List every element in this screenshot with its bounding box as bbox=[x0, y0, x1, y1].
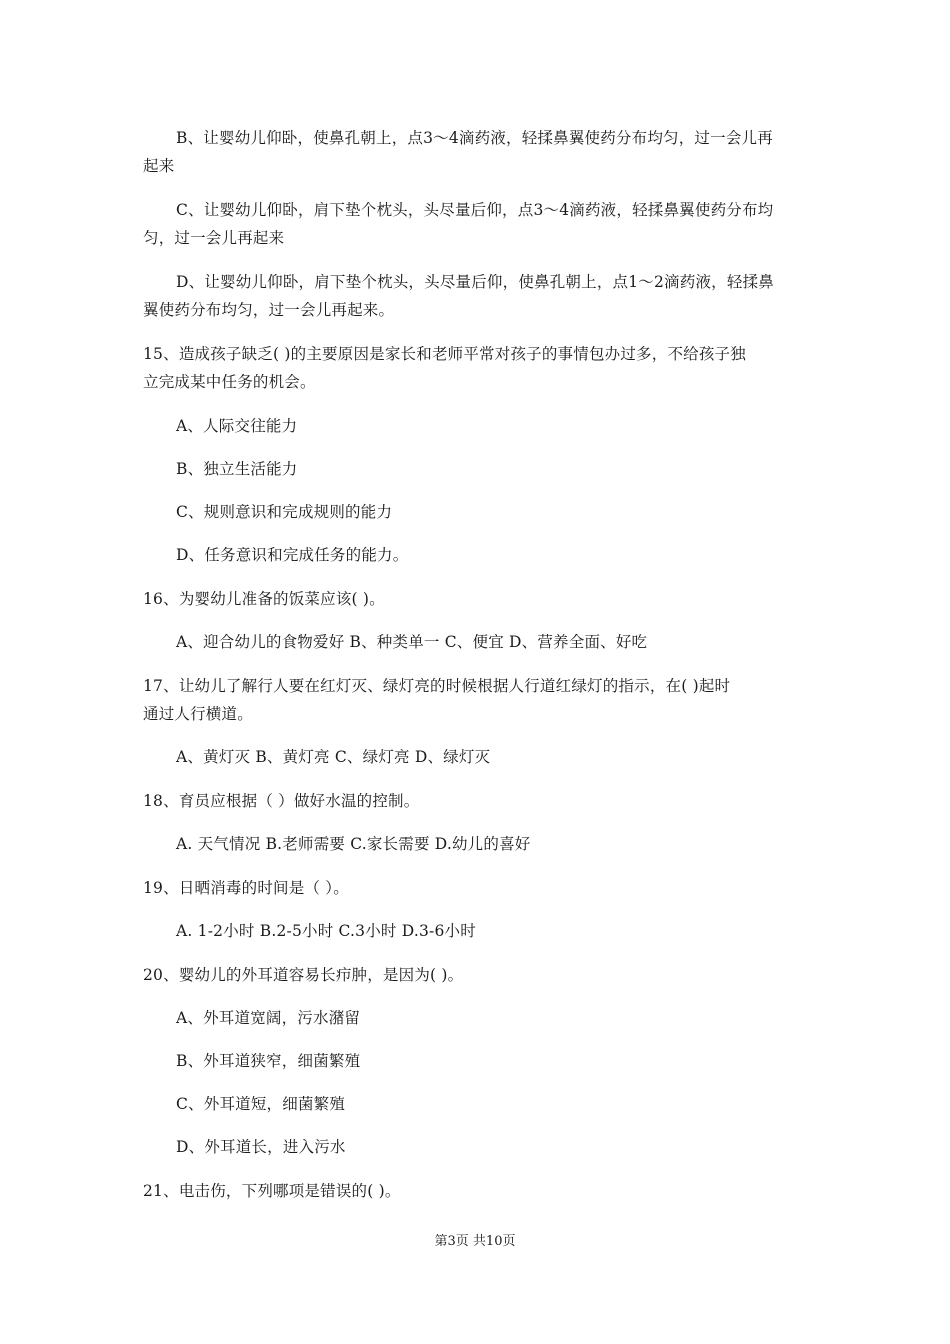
q20-option-c: C、外耳道短，细菌繁殖 bbox=[176, 1095, 346, 1113]
q20-option-d: D、外耳道长，进入污水 bbox=[176, 1138, 346, 1156]
q18-options: A. 天气情况 B.老师需要 C.家长需要 D.幼儿的喜好 bbox=[176, 835, 531, 853]
q16-options: A、迎合幼儿的食物爱好 B、种类单一 C、便宜 D、营养全面、好吃 bbox=[176, 633, 648, 651]
question-16: 16、为婴幼儿准备的饭菜应该( )。 bbox=[143, 590, 385, 608]
q15-option-a: A、人际交往能力 bbox=[176, 417, 298, 435]
question-17-line-2: 通过人行横道。 bbox=[143, 705, 253, 723]
option-c-line-2: 匀，过一会儿再起来 bbox=[143, 229, 285, 247]
q19-options: A. 1-2小时 B.2-5小时 C.3小时 D.3-6小时 bbox=[176, 922, 476, 940]
question-17-line-1: 17、让幼儿了解行人要在红灯灭、绿灯亮的时候根据人行道红绿灯的指示，在( )起时 bbox=[143, 677, 731, 695]
q15-option-b: B、独立生活能力 bbox=[176, 460, 298, 478]
question-19: 19、日晒消毒的时间是（ ）。 bbox=[143, 879, 349, 897]
question-15-line-1: 15、造成孩子缺乏( )的主要原因是家长和老师平常对孩子的事情包办过多，不给孩子独 bbox=[143, 345, 746, 363]
q15-option-d: D、任务意识和完成任务的能力。 bbox=[176, 546, 409, 564]
option-b-line-1: B、让婴幼儿仰卧，使鼻孔朝上，点3～4滴药液，轻揉鼻翼使药分布均匀，过一会儿再 bbox=[176, 129, 773, 147]
q17-options: A、黄灯灭 B、黄灯亮 C、绿灯亮 D、绿灯灭 bbox=[176, 748, 491, 766]
question-20: 20、婴幼儿的外耳道容易长疖肿，是因为( )。 bbox=[143, 966, 464, 984]
option-d-line-2: 翼使药分布均匀，过一会儿再起来。 bbox=[143, 301, 395, 319]
option-d-line-1: D、让婴幼儿仰卧，肩下垫个枕头，头尽量后仰，使鼻孔朝上，点1～2滴药液，轻揉鼻 bbox=[176, 273, 774, 291]
page-footer: 第3页 共10页 bbox=[434, 1234, 516, 1249]
question-18: 18、育员应根据（ ）做好水温的控制。 bbox=[143, 792, 420, 810]
option-b-line-2: 起来 bbox=[143, 157, 175, 175]
q15-option-c: C、规则意识和完成规则的能力 bbox=[176, 503, 393, 521]
question-21: 21、电击伤，下列哪项是错误的( )。 bbox=[143, 1182, 401, 1200]
q20-option-b: B、外耳道狭窄，细菌繁殖 bbox=[176, 1052, 361, 1070]
option-c-line-1: C、让婴幼儿仰卧，肩下垫个枕头，头尽量后仰，点3～4滴药液，轻揉鼻翼使药分布均 bbox=[176, 201, 774, 219]
question-15-line-2: 立完成某中任务的机会。 bbox=[143, 373, 316, 391]
q20-option-a: A、外耳道宽阔，污水潴留 bbox=[176, 1009, 361, 1027]
